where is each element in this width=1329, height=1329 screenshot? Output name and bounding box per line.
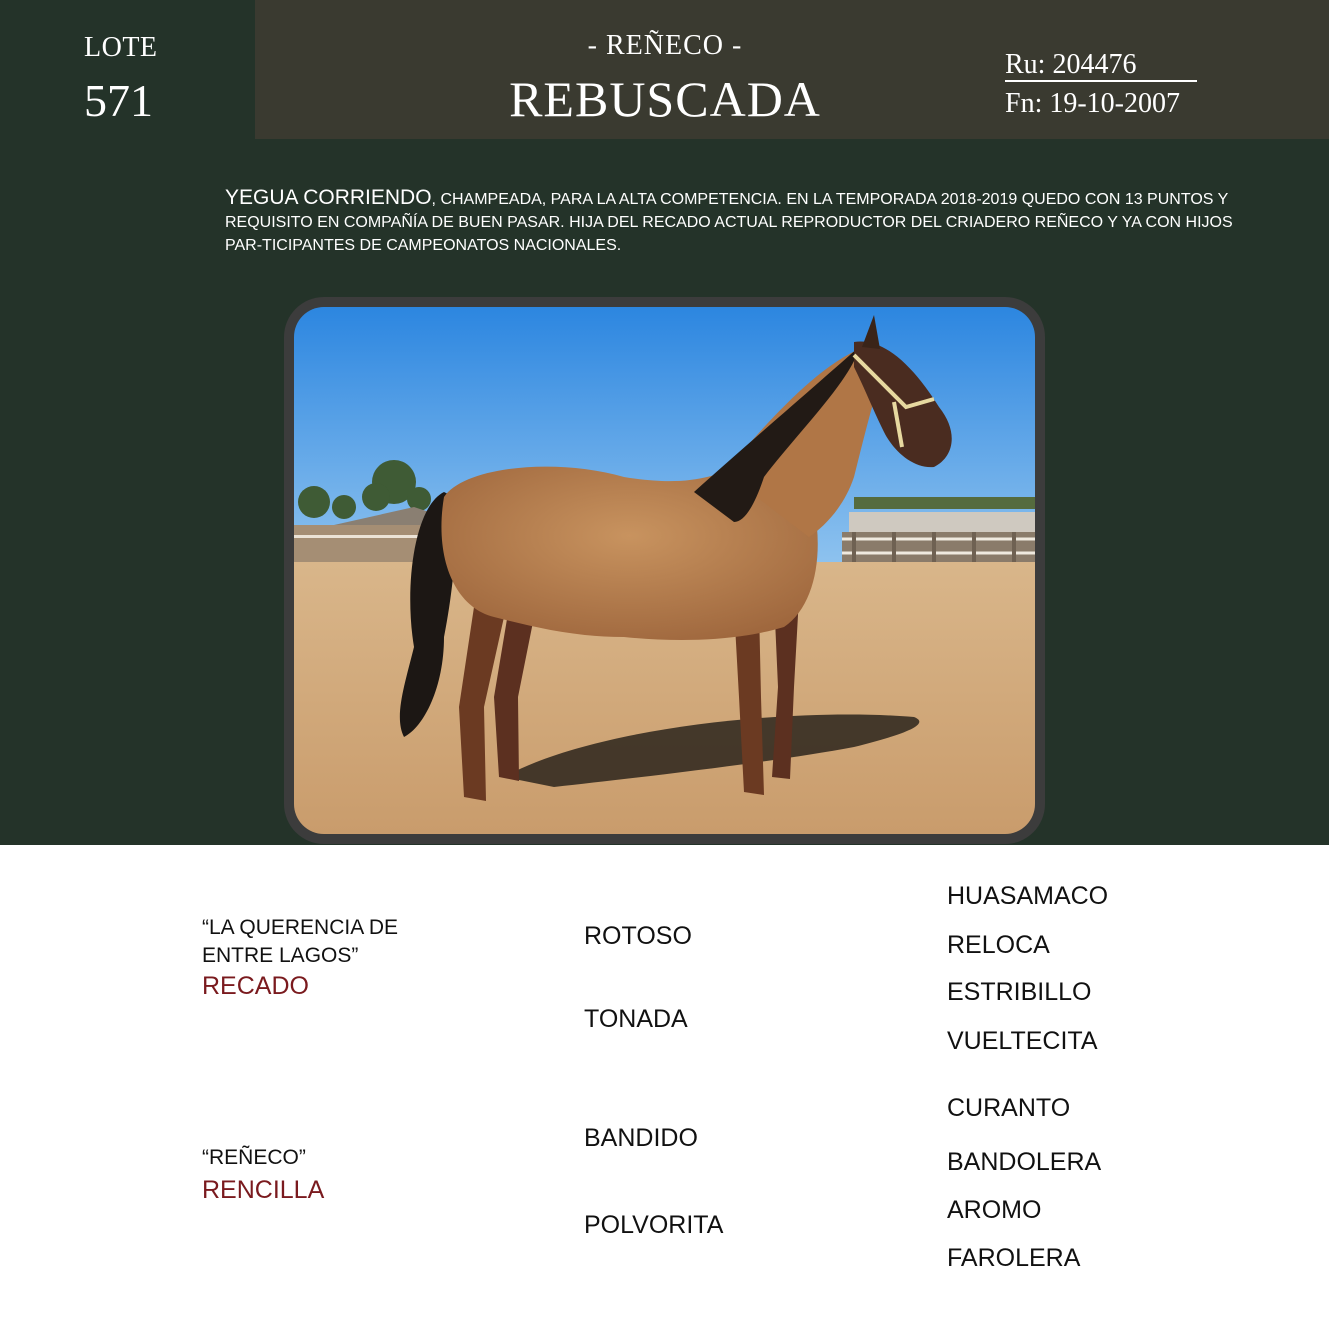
great-grandparent-2: RELOCA [947,931,1050,959]
description [225,186,1260,257]
horse-photo-illustration [294,307,1035,834]
grandparent-1: ROTOSO [584,922,692,950]
description-lead: YEGUA CORRIENDO [225,186,432,209]
photo-frame [284,297,1045,844]
sire-name: RECADO [202,972,309,1000]
great-grandparent-3: ESTRIBILLO [947,978,1092,1006]
registration-number: Ru: 204476 [1005,50,1197,82]
grandparent-2: TONADA [584,1005,688,1033]
sire-breeder-line2: ENTRE LAGOS” [202,944,359,967]
horse-name: REBUSCADA [509,71,821,127]
lote-label: LOTE [84,32,158,63]
breeder-name: - REÑECO - [587,30,743,61]
dam-breeder: “REÑECO” [202,1146,306,1169]
great-grandparent-7: AROMO [947,1196,1042,1224]
horse-photo [294,307,1035,834]
grandparent-4: POLVORITA [584,1211,724,1239]
sire-breeder [202,914,398,970]
great-grandparent-5: CURANTO [947,1094,1071,1122]
sire-breeder-line1: “LA QUERENCIA DE [202,916,399,939]
great-grandparent-6: BANDOLERA [947,1148,1102,1176]
dam-name: RENCILLA [202,1176,325,1204]
lote-number: 571 [84,75,153,126]
great-grandparent-1: HUASAMACO [947,882,1109,910]
birth-date: Fn: 19-10-2007 [1005,88,1180,119]
grandparent-3: BANDIDO [584,1124,698,1152]
great-grandparent-4: VUELTECITA [947,1027,1098,1055]
description-body: , CHAMPEADA, PARA LA ALTA COMPETENCIA. EN LA TEMPORADA 2018-2019 QUEDO CON 13 PUNTOS Y REQUISITO EN COMPAÑÍA DE BUEN PASAR. HIJA DEL RECADO ACTUAL REPRODUCTOR DEL CRIADERO REÑECO Y YA CON HIJOS PAR-TICIPANTES DE CAMPEONATOS NACIONALES. [225,191,1233,254]
great-grandparent-8: FAROLERA [947,1244,1081,1272]
